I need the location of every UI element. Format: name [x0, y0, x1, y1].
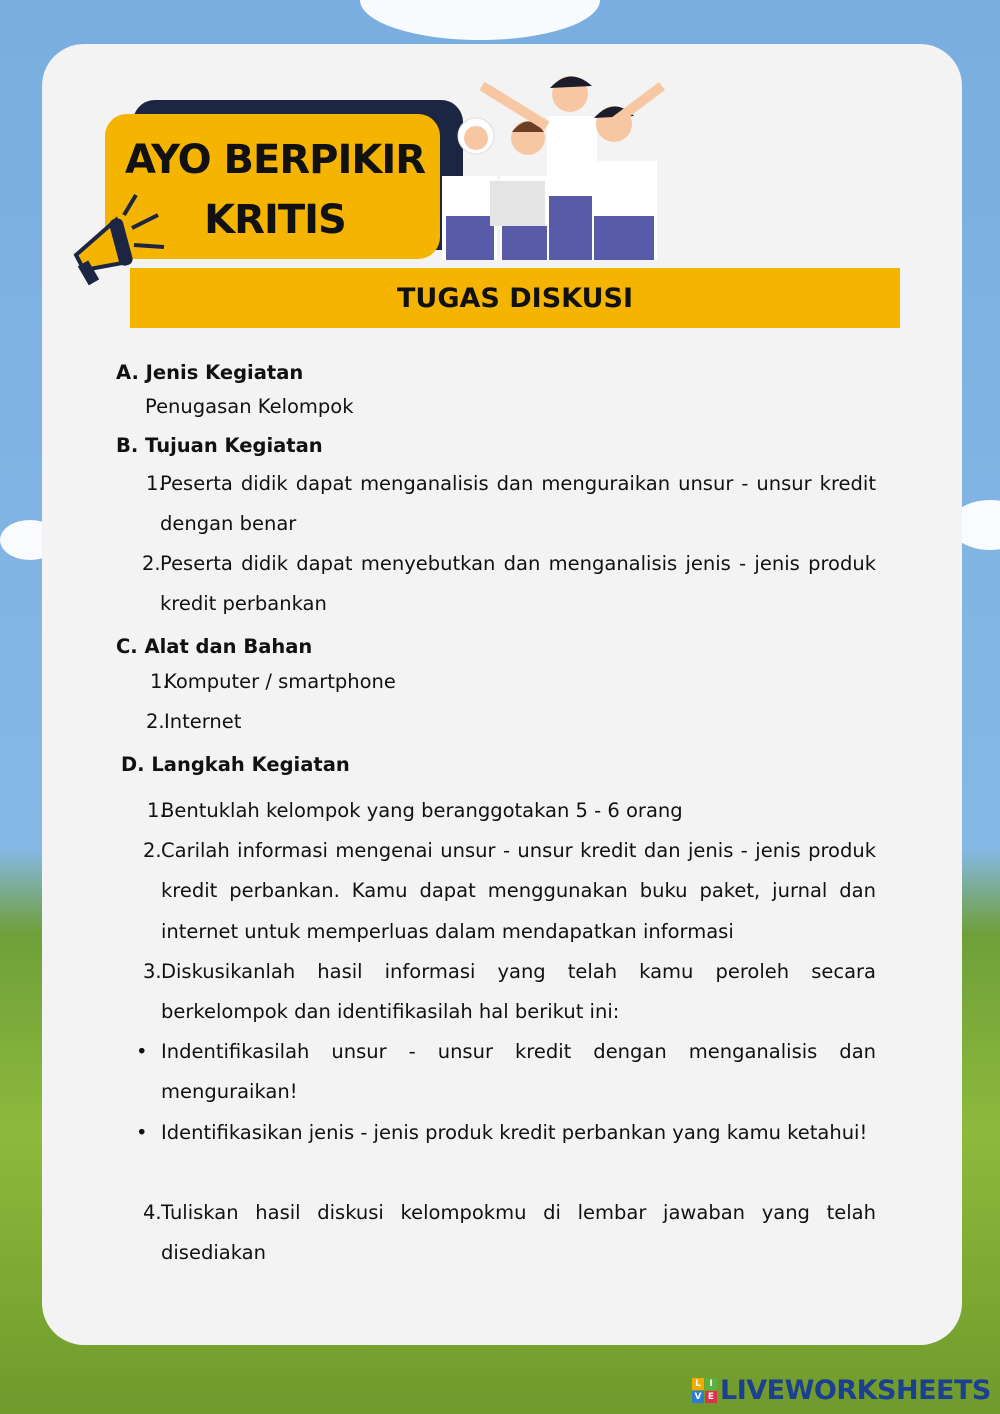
list-number: 1.	[150, 670, 169, 693]
list-item: Komputer / smartphone	[164, 670, 396, 693]
list-number: 1.	[147, 799, 166, 822]
list-number: 2.	[142, 552, 161, 575]
students-illustration	[432, 66, 672, 260]
list-item: Identifikasikan jenis - jenis produk kredit perbankan yang kamu ketahui!	[161, 1121, 868, 1144]
list-number: 3.	[143, 960, 162, 983]
list-item: Tuliskan hasil diskusi kelompokmu di lembar jawaban yang telah disediakan	[161, 1201, 876, 1265]
list-number: 2.	[143, 839, 162, 862]
list-item: Peserta didik dapat menganalisis dan menguraikan unsur - unsur kredit dengan benar	[160, 472, 876, 536]
bullet: •	[136, 1040, 148, 1063]
logo-letter: L	[692, 1378, 704, 1390]
bullet: •	[136, 1121, 148, 1144]
list-number: 1.	[146, 472, 165, 495]
liveworksheets-logo	[692, 1375, 991, 1406]
list-item: Indentifikasilah unsur - unsur kredit dengan menganalisis dan menguraikan!	[161, 1040, 876, 1104]
list-item: Diskusikanlah hasil informasi yang telah kamu peroleh secara berkelompok dan identifikasilah hal berikut ini:	[161, 960, 876, 1024]
logo-letter: I	[705, 1378, 717, 1390]
banner-tugas-diskusi: TUGAS DISKUSI	[130, 268, 900, 328]
section-c-heading: C. Alat dan Bahan	[116, 635, 313, 658]
section-a-heading: A. Jenis Kegiatan	[116, 361, 304, 384]
list-item: Peserta didik dapat menyebutkan dan menganalisis jenis - jenis produk kredit perbankan	[160, 552, 876, 616]
list-item: Internet	[164, 710, 242, 733]
list-item: Carilah informasi mengenai unsur - unsur kredit dan jenis - jenis produk kredit perbankan. Kamu dapat menggunakan buku paket, jurnal dan internet untuk memperluas dalam mendapatkan informasi	[161, 839, 876, 943]
section-d-heading: D. Langkah Kegiatan	[121, 753, 350, 776]
logo-letter: V	[692, 1391, 704, 1403]
title-line1: AYO BERPIKIR	[124, 137, 426, 183]
logo-letter: E	[705, 1391, 717, 1403]
logo-text: LIVEWORKSHEETS	[720, 1375, 991, 1406]
list-number: 2.	[146, 710, 165, 733]
cloud	[360, 0, 600, 40]
section-b-heading: B. Tujuan Kegiatan	[116, 434, 323, 457]
section-a-text: Penugasan Kelompok	[145, 395, 354, 418]
list-number: 4.	[143, 1201, 162, 1224]
logo-icon	[692, 1378, 717, 1403]
list-item: Bentuklah kelompok yang beranggotakan 5 - 6 orang	[161, 799, 683, 822]
title-line2: KRITIS	[204, 197, 346, 243]
